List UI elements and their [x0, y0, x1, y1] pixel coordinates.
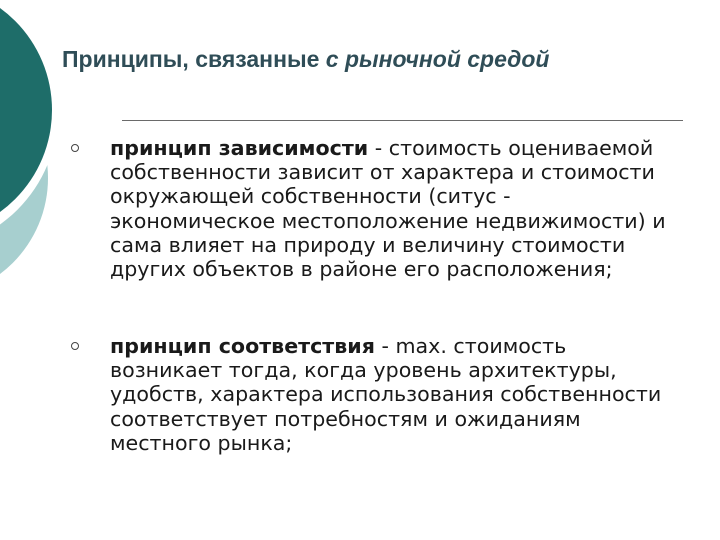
- bullet-term: принцип соответствия: [110, 334, 375, 358]
- bullet-item-dependency: [110, 136, 682, 281]
- bullet-text: - max. стоимость возникает тогда, когда уровень архитектуры, удобств, характера использования собственности соответствует потребностям и ожиданиям местного рынка;: [110, 334, 662, 455]
- slide-title: [62, 46, 550, 73]
- slide-title-italic: с рыночной средой: [325, 46, 550, 72]
- decorative-circles: [0, 0, 80, 300]
- bullet-marker-icon: [71, 342, 79, 350]
- title-divider: [122, 120, 683, 121]
- bullet-item-conformity: [110, 334, 682, 455]
- bullet-text: - стоимость оцениваемой собственности зависит от характера и стоимости окружающей собственности (ситус - экономическое местоположение недвижимости) и сама влияет на природу и величину стоимости других объектов в районе его расположения;: [110, 136, 666, 282]
- slide-title-regular: Принципы, связанные: [62, 46, 320, 72]
- bullet-term: принцип зависимости: [110, 136, 369, 160]
- bullet-marker-icon: [71, 144, 79, 152]
